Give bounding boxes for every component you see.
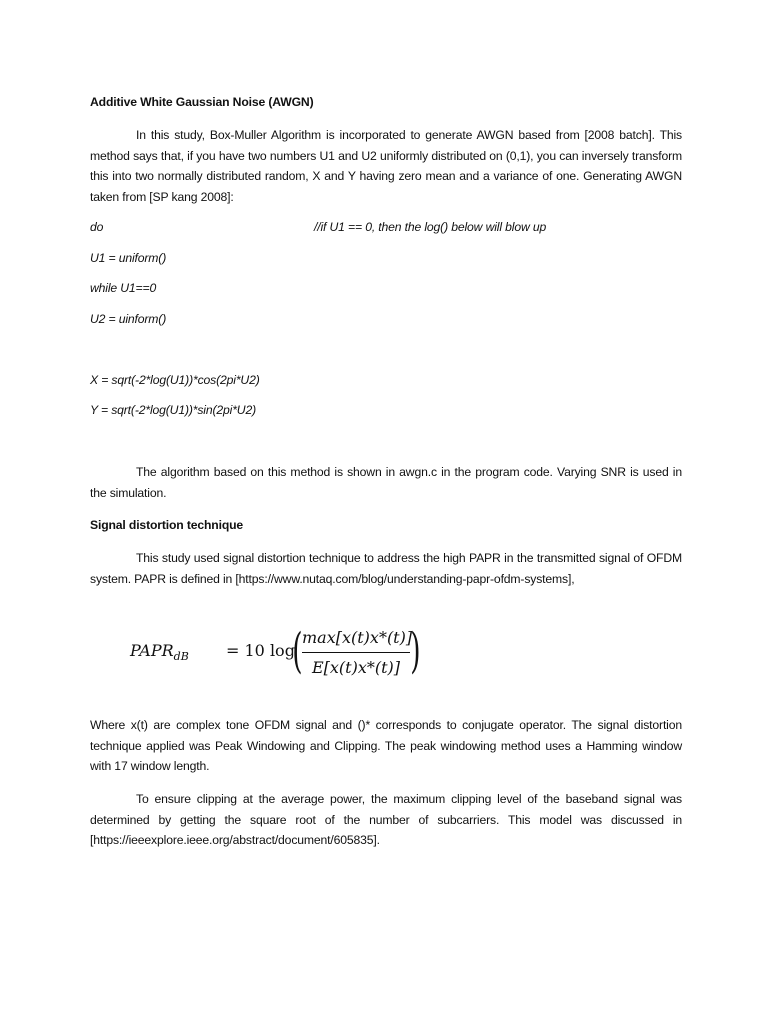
equation-right-paren: ) [410, 623, 421, 679]
clipping-paragraph: To ensure clipping at the average power, the maximum clipping level of the baseband signal was determined by getting the square root of the number of subcarriers. This model was discussed in [https://ieeexplore.ieee.org/abstract/document/605835]. [90, 792, 682, 847]
distortion-where-paragraph: Where x(t) are complex tone OFDM signal and ()* corresponds to conjugate operator. The signal distortion technique applied was Peak Windowing and Clipping. The peak windowing method uses a Hamming window with 17 window length. [90, 718, 682, 773]
code-line-while: while U1==0 [90, 281, 157, 295]
equation-fraction [302, 627, 413, 679]
equation-left-paren: ( [292, 623, 303, 679]
code-do: do [90, 220, 104, 234]
distortion-heading: Signal distortion technique [90, 518, 244, 532]
equation-equals-log: = 10 log [226, 641, 295, 660]
code-line-x: X = sqrt(-2*log(U1))*cos(2pi*U2) [90, 373, 260, 387]
awgn-intro-paragraph: In this study, Box-Muller Algorithm is incorporated to generate AWGN based from [2008 batch]. This method says that, if you have two numbers U1 and U2 uniformly distributed on (0,1), you can inversely transform this into two normally distributed random, X and Y having zero mean and a variance of one. Generating AWGN taken from [SP kang 2008]: [90, 128, 682, 204]
equation-numerator: max[x(t)x*(t)] [302, 628, 413, 647]
equation-fraction-bar [302, 652, 410, 653]
equation-denominator: E[x(t)x*(t)] [311, 658, 401, 677]
code-line-y: Y = sqrt(-2*log(U1))*sin(2pi*U2) [90, 403, 256, 417]
code-line-u2: U2 = uinform() [90, 312, 167, 326]
code-line-u1: U1 = uniform() [90, 251, 167, 265]
code-line-do [90, 217, 682, 238]
papr-equation [130, 623, 430, 683]
code-comment: //if U1 == 0, then the log() below will blow up [314, 220, 547, 234]
awgn-algorithm-paragraph: The algorithm based on this method is shown in awgn.c in the program code. Varying SNR is used in the simulation. [90, 465, 682, 500]
awgn-heading: Additive White Gaussian Noise (AWGN) [90, 95, 314, 109]
equation-lhs: $PAPR_{dB}$ [130, 641, 189, 664]
document-page [90, 0, 682, 1024]
distortion-intro-paragraph: This study used signal distortion technique to address the high PAPR in the transmitted signal of OFDM system. PAPR is defined in [https://www.nutaq.com/blog/understanding-papr-ofdm-systems], [90, 551, 682, 586]
